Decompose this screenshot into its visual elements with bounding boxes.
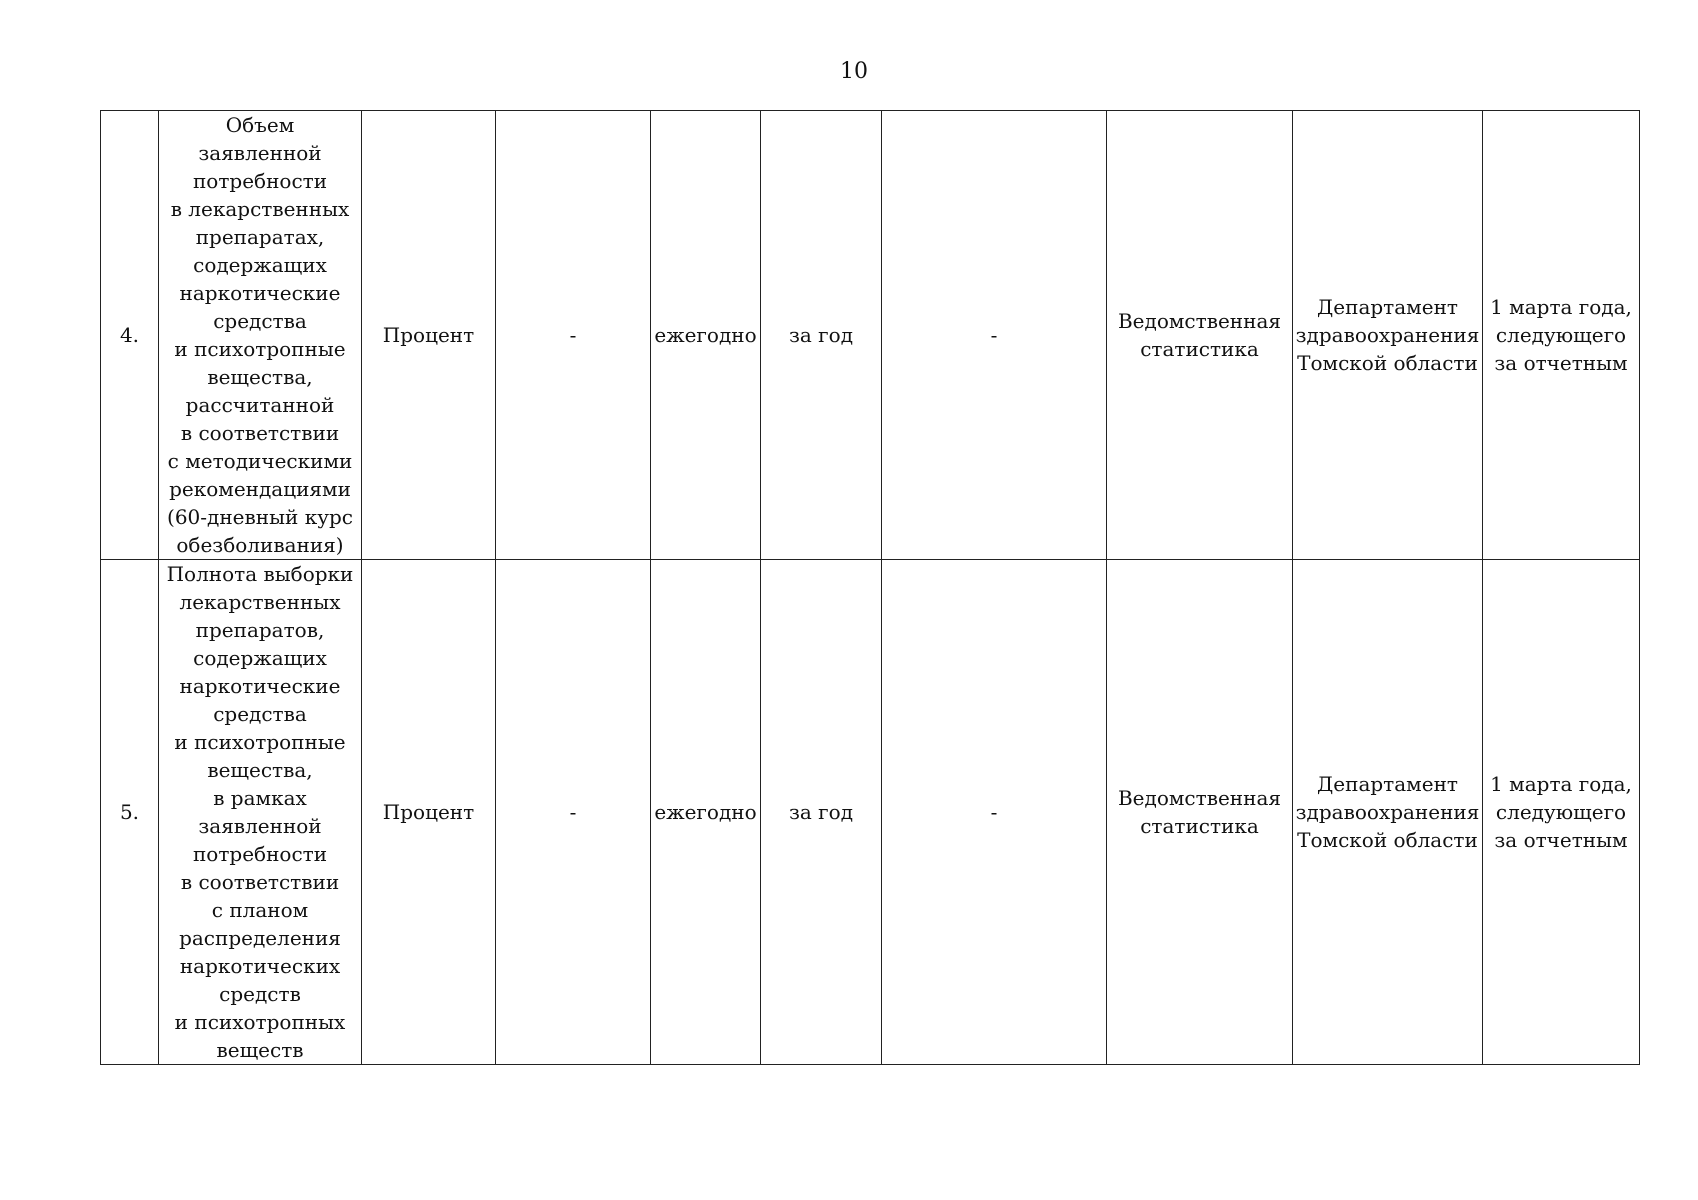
empty-value-cell: - bbox=[496, 560, 651, 1065]
period-cell: за год bbox=[761, 111, 882, 560]
row-number: 5. bbox=[101, 560, 159, 1065]
page-number: 10 bbox=[840, 59, 868, 84]
unit-cell: Процент bbox=[362, 111, 496, 560]
source-cell: Ведомственная статистика bbox=[1107, 560, 1293, 1065]
table-row bbox=[101, 111, 1640, 560]
indicator-name: Полнота выборки лекарственных препаратов, содержащих наркотические средства и психотропные вещества, в рамках заявленной потребности в соответствии с планом распределения наркотических средств и психотропных веществ bbox=[159, 560, 362, 1065]
row-number: 4. bbox=[101, 111, 159, 560]
empty-value-cell: - bbox=[882, 560, 1107, 1065]
deadline-cell: 1 марта года, следующего за отчетным bbox=[1483, 111, 1640, 560]
empty-value-cell: - bbox=[496, 111, 651, 560]
deadline-cell: 1 марта года, следующего за отчетным bbox=[1483, 560, 1640, 1065]
period-cell: за год bbox=[761, 560, 882, 1065]
responsible-cell: Департамент здравоохранения Томской области bbox=[1293, 111, 1483, 560]
source-cell: Ведомственная статистика bbox=[1107, 111, 1293, 560]
empty-value-cell: - bbox=[882, 111, 1107, 560]
table-row bbox=[101, 560, 1640, 1065]
responsible-cell: Департамент здравоохранения Томской области bbox=[1293, 560, 1483, 1065]
unit-cell: Процент bbox=[362, 560, 496, 1065]
indicator-name: Объем заявленной потребности в лекарственных препаратах, содержащих наркотические средства и психотропные вещества, рассчитанной в соответствии с методическими рекомендациями (60-дневный курс обезболивания) bbox=[159, 111, 362, 560]
frequency-cell: ежегодно bbox=[651, 111, 761, 560]
frequency-cell: ежегодно bbox=[651, 560, 761, 1065]
indicators-table bbox=[100, 110, 1640, 1065]
